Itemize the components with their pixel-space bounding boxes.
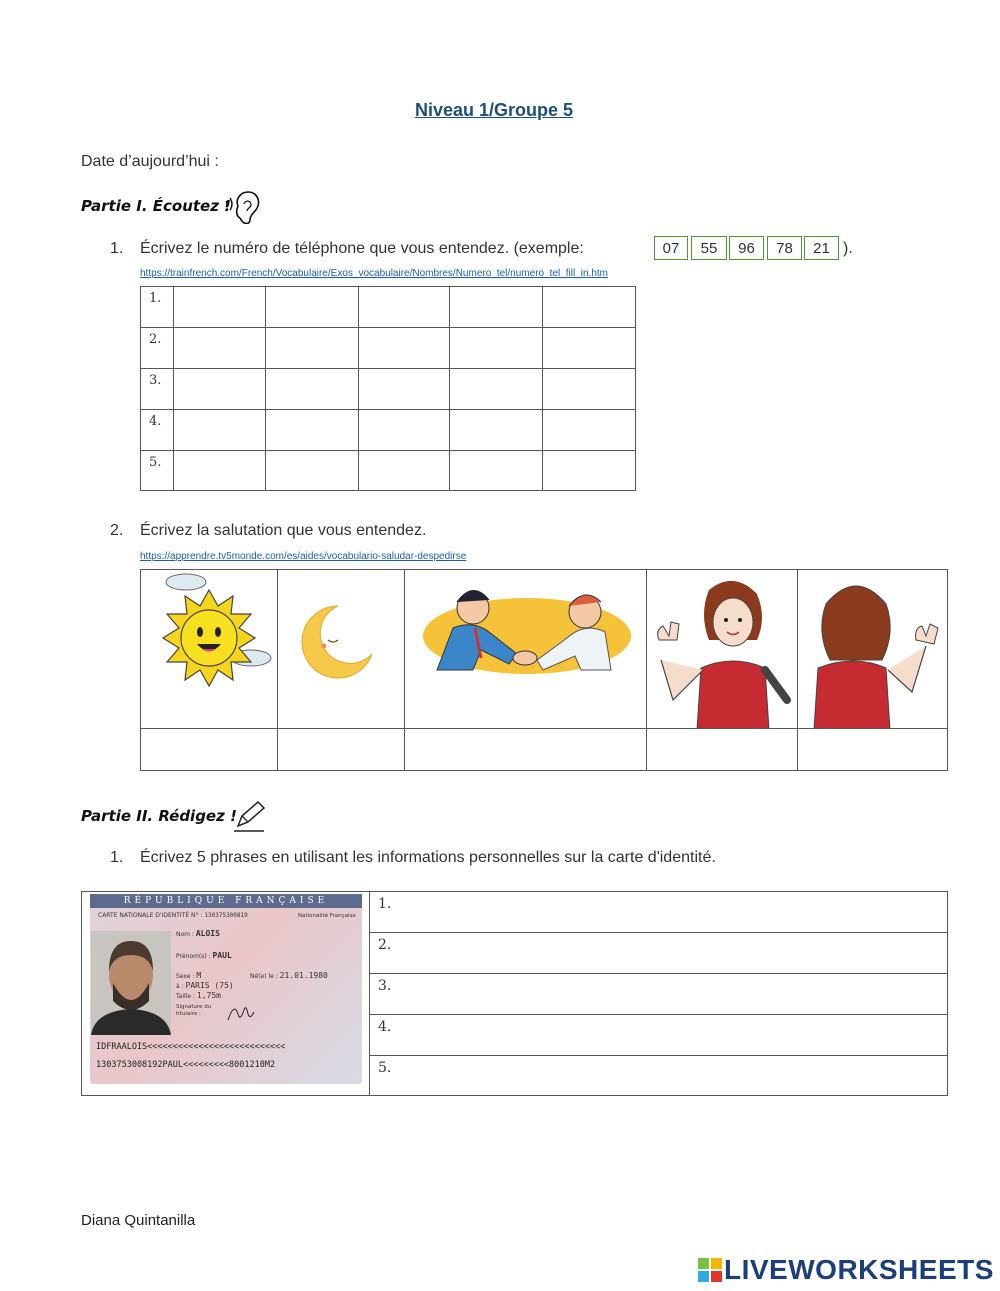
answer-cell[interactable] bbox=[265, 328, 358, 369]
answer-cell[interactable] bbox=[358, 410, 450, 451]
taille-value: 1,75m bbox=[196, 991, 221, 1000]
date-label: Date d’aujourd’hui : bbox=[81, 153, 219, 170]
answer-cell[interactable] bbox=[265, 287, 358, 328]
sentence-row[interactable] bbox=[369, 932, 948, 974]
id-photo bbox=[91, 931, 171, 1035]
sentence-row[interactable] bbox=[369, 891, 948, 933]
part1-label: Partie I. Écoutez ! bbox=[81, 197, 232, 215]
row-number: 1. bbox=[141, 287, 174, 328]
row-number: 2. bbox=[378, 937, 392, 953]
example-box-4: 78 bbox=[767, 236, 802, 260]
answer-cell[interactable] bbox=[140, 728, 278, 771]
row-number: 3. bbox=[378, 978, 392, 994]
answer-cell[interactable] bbox=[265, 451, 358, 491]
question-1-number: 1. bbox=[110, 240, 124, 257]
phone-number-table bbox=[140, 286, 636, 491]
author-name: Diana Quintanilla bbox=[81, 1212, 196, 1229]
row-number: 5. bbox=[378, 1060, 392, 1076]
sentence-row[interactable] bbox=[369, 1055, 948, 1096]
id-card-image bbox=[90, 894, 362, 1084]
liveworksheets-logo-icon bbox=[698, 1258, 722, 1282]
answer-cell[interactable] bbox=[358, 369, 450, 410]
answer-cell[interactable] bbox=[646, 728, 798, 771]
signature-mark bbox=[226, 1002, 256, 1024]
answer-cell[interactable] bbox=[173, 328, 265, 369]
mrz-line-2: 1303753008192PAUL<<<<<<<<<8001210M2 bbox=[96, 1060, 276, 1070]
handshake-image bbox=[404, 569, 647, 729]
answer-cell[interactable] bbox=[173, 410, 265, 451]
answer-cell[interactable] bbox=[450, 369, 543, 410]
id-card-number: 130375300819 bbox=[204, 912, 248, 919]
part2-heading bbox=[81, 807, 237, 825]
link-trainfrench[interactable]: https://trainfrench.com/French/Vocabulaire/Exos_vocabulaire/Nombres/Numero_tel/numero_tel_fill_in.htm bbox=[140, 268, 609, 279]
lieu-label: à : bbox=[176, 983, 184, 990]
prenom-label: Prénom(s) : bbox=[176, 953, 211, 960]
example-box-3: 96 bbox=[729, 236, 764, 260]
girl-waving-goodbye-image bbox=[797, 569, 948, 729]
id-card-header: RÉPUBLIQUE FRANÇAISE bbox=[90, 894, 362, 908]
answer-cell[interactable] bbox=[265, 410, 358, 451]
table-row bbox=[141, 369, 636, 410]
sentence-row[interactable] bbox=[369, 973, 948, 1015]
answer-cell[interactable] bbox=[277, 728, 405, 771]
girl-waving-hello-image bbox=[646, 569, 798, 729]
birth-label: Né(e) le : bbox=[250, 973, 278, 980]
row-number: 3. bbox=[141, 369, 174, 410]
question-2-text: Écrivez la salutation que vous entendez. bbox=[140, 522, 427, 539]
question-2 bbox=[110, 522, 426, 540]
answer-cell[interactable] bbox=[543, 287, 636, 328]
pencil-icon bbox=[232, 800, 266, 834]
answer-cell[interactable] bbox=[543, 328, 636, 369]
page-title: Niveau 1/Groupe 5 bbox=[414, 100, 574, 120]
id-card-frame bbox=[81, 891, 370, 1096]
sentence-row[interactable] bbox=[369, 1014, 948, 1056]
question-3-number: 1. bbox=[110, 849, 124, 866]
nom-label: Nom : bbox=[176, 931, 194, 938]
part1-heading bbox=[81, 197, 231, 215]
moon-image bbox=[277, 569, 405, 729]
question-1 bbox=[110, 240, 584, 258]
table-row bbox=[141, 328, 636, 369]
taille-label: Taille : bbox=[176, 993, 195, 1000]
prenom-value: PAUL bbox=[212, 951, 232, 960]
birth-value: 21.01.1980 bbox=[279, 971, 328, 980]
question-3-text: Écrivez 5 phrases en utilisant les informations personnelles sur la carte d'identité. bbox=[140, 849, 716, 866]
table-row bbox=[141, 410, 636, 451]
answer-cell[interactable] bbox=[450, 328, 543, 369]
sexe-value: M bbox=[196, 971, 202, 980]
row-number: 2. bbox=[141, 328, 174, 369]
answer-cell[interactable] bbox=[543, 451, 636, 491]
sun-image bbox=[140, 569, 278, 729]
id-card-nationality: Nationalité Française bbox=[298, 913, 356, 919]
answer-cell[interactable] bbox=[358, 287, 450, 328]
example-box-5: 21 bbox=[804, 236, 839, 260]
row-number: 1. bbox=[378, 896, 392, 912]
id-card-label: CARTE NATIONALE D'IDENTITÉ N° : bbox=[98, 912, 203, 919]
answer-cell[interactable] bbox=[358, 451, 450, 491]
answer-cell[interactable] bbox=[265, 369, 358, 410]
table-row bbox=[141, 451, 636, 491]
part2-label: Partie II. Rédigez ! bbox=[81, 807, 237, 825]
example-close: ). bbox=[843, 240, 853, 257]
answer-cell[interactable] bbox=[450, 410, 543, 451]
link-tv5monde[interactable]: https://apprendre.tv5monde.com/es/aides/vocabulario-saludar-despedirse bbox=[140, 551, 467, 562]
question-3 bbox=[110, 849, 716, 867]
sexe-label: Sexe : bbox=[176, 973, 195, 980]
answer-cell[interactable] bbox=[404, 728, 647, 771]
question-2-number: 2. bbox=[110, 522, 124, 539]
answer-cell[interactable] bbox=[450, 451, 543, 491]
lieu-value: PARIS (75) bbox=[185, 981, 234, 990]
row-number: 4. bbox=[141, 410, 174, 451]
table-row bbox=[141, 287, 636, 328]
answer-cell[interactable] bbox=[173, 287, 265, 328]
signature-label: Signature du titulaire : bbox=[176, 1004, 212, 1017]
answer-cell[interactable] bbox=[797, 728, 948, 771]
answer-cell[interactable] bbox=[543, 369, 636, 410]
answer-cell[interactable] bbox=[173, 451, 265, 491]
ear-icon bbox=[222, 190, 264, 224]
answer-cell[interactable] bbox=[543, 410, 636, 451]
mrz-line-1: IDFRAALOIS<<<<<<<<<<<<<<<<<<<<<<<<<<< bbox=[96, 1042, 286, 1052]
answer-cell[interactable] bbox=[358, 328, 450, 369]
row-number: 4. bbox=[378, 1019, 392, 1035]
brand-logo[interactable]: LIVEWORKSHEETS bbox=[724, 1254, 994, 1285]
row-number: 5. bbox=[141, 451, 174, 491]
example-box-2: 55 bbox=[691, 236, 727, 260]
nom-value: ALOIS bbox=[195, 929, 220, 938]
example-box-1: 07 bbox=[654, 236, 688, 260]
answer-cell[interactable] bbox=[173, 369, 265, 410]
question-1-text: Écrivez le numéro de téléphone que vous entendez. (exemple: bbox=[140, 240, 584, 257]
answer-cell[interactable] bbox=[450, 287, 543, 328]
